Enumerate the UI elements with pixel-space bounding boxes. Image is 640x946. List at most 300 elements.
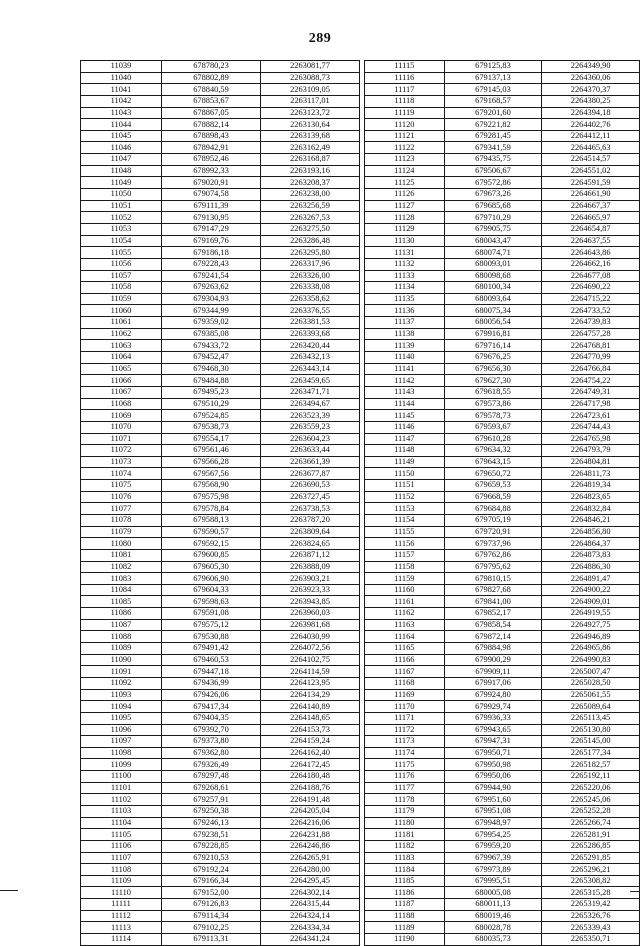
table-row	[81, 130, 360, 142]
table-row	[81, 619, 360, 631]
x-coordinate-cell: 678780,23	[162, 61, 261, 73]
y-coordinate-cell: 2264465,63	[542, 142, 640, 154]
point-number-cell: 11186	[365, 887, 445, 899]
point-number-cell: 11139	[365, 340, 445, 352]
point-number-cell: 11153	[365, 503, 445, 515]
point-number-cell: 11055	[81, 247, 162, 259]
x-coordinate-cell: 680005,08	[444, 887, 542, 899]
point-number-cell: 11099	[81, 759, 162, 771]
x-coordinate-cell: 679909,11	[444, 666, 542, 678]
point-number-cell: 11175	[365, 759, 445, 771]
y-coordinate-cell: 2264739,83	[542, 317, 640, 329]
y-coordinate-cell: 2264349,90	[542, 61, 640, 73]
point-number-cell: 11118	[365, 95, 445, 107]
table-row	[365, 875, 640, 887]
y-coordinate-cell: 2265130,80	[542, 724, 640, 736]
y-coordinate-cell: 2263677,87	[261, 468, 360, 480]
y-coordinate-cell: 2264909,01	[542, 596, 640, 608]
table-row	[365, 61, 640, 73]
y-coordinate-cell: 2264551,02	[542, 165, 640, 177]
y-coordinate-cell: 2264159,24	[261, 736, 360, 748]
table-row	[365, 701, 640, 713]
y-coordinate-cell: 2265145,00	[542, 736, 640, 748]
x-coordinate-cell: 679884,98	[444, 643, 542, 655]
table-row	[365, 305, 640, 317]
table-row	[365, 561, 640, 573]
y-coordinate-cell: 2264886,30	[542, 561, 640, 573]
table-row	[365, 526, 640, 538]
table-row	[81, 154, 360, 166]
point-number-cell: 11056	[81, 258, 162, 270]
table-row	[365, 689, 640, 701]
y-coordinate-cell: 2264733,52	[542, 305, 640, 317]
y-coordinate-cell: 2263139,68	[261, 130, 360, 142]
point-number-cell: 11082	[81, 561, 162, 573]
y-coordinate-cell: 2263238,00	[261, 189, 360, 201]
table-row	[365, 468, 640, 480]
table-row	[81, 235, 360, 247]
table-row	[81, 817, 360, 829]
table-row	[81, 491, 360, 503]
x-coordinate-cell: 680093,64	[444, 293, 542, 305]
table-row	[81, 875, 360, 887]
x-coordinate-cell: 679656,30	[444, 363, 542, 375]
x-coordinate-cell: 679221,82	[444, 119, 542, 131]
point-number-cell: 11169	[365, 689, 445, 701]
y-coordinate-cell: 2264302,14	[261, 887, 360, 899]
y-coordinate-cell: 2264770,99	[542, 352, 640, 364]
x-coordinate-cell: 679858,54	[444, 619, 542, 631]
x-coordinate-cell: 679973,89	[444, 864, 542, 876]
table-row	[81, 736, 360, 748]
table-row	[81, 782, 360, 794]
table-row	[365, 736, 640, 748]
x-coordinate-cell: 679392,70	[162, 724, 261, 736]
x-coordinate-cell: 679166,34	[162, 875, 261, 887]
point-number-cell: 11152	[365, 491, 445, 503]
x-coordinate-cell: 679074,58	[162, 189, 261, 201]
table-row	[81, 538, 360, 550]
x-coordinate-cell: 679281,45	[444, 130, 542, 142]
point-number-cell: 11171	[365, 712, 445, 724]
table-row	[81, 421, 360, 433]
point-number-cell: 11046	[81, 142, 162, 154]
point-number-cell: 11163	[365, 619, 445, 631]
y-coordinate-cell: 2265182,57	[542, 759, 640, 771]
y-coordinate-cell: 2263787,20	[261, 514, 360, 526]
table-row	[365, 386, 640, 398]
table-row	[365, 235, 640, 247]
y-coordinate-cell: 2264123,95	[261, 677, 360, 689]
x-coordinate-cell: 679954,25	[444, 829, 542, 841]
point-number-cell: 11039	[81, 61, 162, 73]
x-coordinate-cell: 679373,80	[162, 736, 261, 748]
x-coordinate-cell: 678952,46	[162, 154, 261, 166]
point-number-cell: 11079	[81, 526, 162, 538]
point-number-cell: 11112	[81, 910, 162, 922]
y-coordinate-cell: 2264804,81	[542, 456, 640, 468]
point-number-cell: 11178	[365, 794, 445, 806]
point-number-cell: 11050	[81, 189, 162, 201]
y-coordinate-cell: 2263432,13	[261, 352, 360, 364]
x-coordinate-cell: 679359,02	[162, 317, 261, 329]
point-number-cell: 11138	[365, 328, 445, 340]
point-number-cell: 11115	[365, 61, 445, 73]
point-number-cell: 11067	[81, 386, 162, 398]
table-row	[81, 293, 360, 305]
point-number-cell: 11113	[81, 922, 162, 934]
y-coordinate-cell: 2264661,90	[542, 189, 640, 201]
point-number-cell: 11086	[81, 608, 162, 620]
point-number-cell: 11157	[365, 549, 445, 561]
y-coordinate-cell: 2263130,64	[261, 119, 360, 131]
point-number-cell: 11043	[81, 107, 162, 119]
x-coordinate-cell: 679435,75	[444, 154, 542, 166]
table-row	[81, 829, 360, 841]
y-coordinate-cell: 2263286,48	[261, 235, 360, 247]
y-coordinate-cell: 2263123,72	[261, 107, 360, 119]
table-row	[365, 899, 640, 911]
point-number-cell: 11109	[81, 875, 162, 887]
x-coordinate-cell: 679491,42	[162, 643, 261, 655]
y-coordinate-cell: 2264662,16	[542, 258, 640, 270]
x-coordinate-cell: 679810,15	[444, 573, 542, 585]
point-number-cell: 11130	[365, 235, 445, 247]
point-number-cell: 11088	[81, 631, 162, 643]
point-number-cell: 11170	[365, 701, 445, 713]
y-coordinate-cell: 2264072,56	[261, 643, 360, 655]
table-row	[81, 363, 360, 375]
table-row	[365, 829, 640, 841]
table-row	[81, 503, 360, 515]
x-coordinate-cell: 679573,86	[444, 398, 542, 410]
point-number-cell: 11174	[365, 747, 445, 759]
x-coordinate-cell: 679852,17	[444, 608, 542, 620]
x-coordinate-cell: 679114,34	[162, 910, 261, 922]
point-number-cell: 11117	[365, 84, 445, 96]
y-coordinate-cell: 2263633,44	[261, 445, 360, 457]
point-number-cell: 11187	[365, 899, 445, 911]
y-coordinate-cell: 2264140,89	[261, 701, 360, 713]
table-row	[365, 782, 640, 794]
x-coordinate-cell: 679575,98	[162, 491, 261, 503]
y-coordinate-cell: 2263208,37	[261, 177, 360, 189]
point-number-cell: 11182	[365, 840, 445, 852]
y-coordinate-cell: 2264188,76	[261, 782, 360, 794]
point-number-cell: 11146	[365, 421, 445, 433]
y-coordinate-cell: 2264172,45	[261, 759, 360, 771]
y-coordinate-cell: 2263523,39	[261, 410, 360, 422]
y-coordinate-cell: 2264811,73	[542, 468, 640, 480]
x-coordinate-cell: 679344,99	[162, 305, 261, 317]
y-coordinate-cell: 2264856,80	[542, 526, 640, 538]
point-number-cell: 11057	[81, 270, 162, 282]
point-number-cell: 11096	[81, 724, 162, 736]
y-coordinate-cell: 2265326,76	[542, 910, 640, 922]
x-coordinate-cell: 679795,62	[444, 561, 542, 573]
x-coordinate-cell: 680100,34	[444, 282, 542, 294]
table-row	[81, 200, 360, 212]
table-row	[81, 852, 360, 864]
table-row	[365, 247, 640, 259]
point-number-cell: 11133	[365, 270, 445, 282]
table-row	[81, 514, 360, 526]
y-coordinate-cell: 2265252,28	[542, 806, 640, 818]
y-coordinate-cell: 2263376,55	[261, 305, 360, 317]
table-row	[81, 747, 360, 759]
point-number-cell: 11070	[81, 421, 162, 433]
point-number-cell: 11173	[365, 736, 445, 748]
table-row	[81, 631, 360, 643]
point-number-cell: 11061	[81, 317, 162, 329]
y-coordinate-cell: 2264873,83	[542, 549, 640, 561]
y-coordinate-cell: 2263923,33	[261, 584, 360, 596]
point-number-cell: 11102	[81, 794, 162, 806]
y-coordinate-cell: 2264667,37	[542, 200, 640, 212]
point-number-cell: 11091	[81, 666, 162, 678]
y-coordinate-cell: 2264334,34	[261, 922, 360, 934]
table-row	[365, 747, 640, 759]
point-number-cell: 11136	[365, 305, 445, 317]
y-coordinate-cell: 2265266,74	[542, 817, 640, 829]
x-coordinate-cell: 679685,68	[444, 200, 542, 212]
point-number-cell: 11147	[365, 433, 445, 445]
y-coordinate-cell: 2265339,43	[542, 922, 640, 934]
x-coordinate-cell: 679554,17	[162, 433, 261, 445]
table-row	[365, 573, 640, 585]
y-coordinate-cell: 2265308,82	[542, 875, 640, 887]
x-coordinate-cell: 679705,19	[444, 514, 542, 526]
y-coordinate-cell: 2265028,50	[542, 677, 640, 689]
y-coordinate-cell: 2264246,86	[261, 840, 360, 852]
y-coordinate-cell: 2264677,08	[542, 270, 640, 282]
point-number-cell: 11162	[365, 608, 445, 620]
table-row	[365, 363, 640, 375]
x-coordinate-cell: 679716,14	[444, 340, 542, 352]
point-number-cell: 11141	[365, 363, 445, 375]
table-row	[365, 491, 640, 503]
point-number-cell: 11125	[365, 177, 445, 189]
x-coordinate-cell: 679126,83	[162, 899, 261, 911]
x-coordinate-cell: 679604,33	[162, 584, 261, 596]
x-coordinate-cell: 679627,30	[444, 375, 542, 387]
y-coordinate-cell: 2264891,47	[542, 573, 640, 585]
table-row	[365, 643, 640, 655]
x-coordinate-cell: 679447,18	[162, 666, 261, 678]
point-number-cell: 11148	[365, 445, 445, 457]
x-coordinate-cell: 679905,75	[444, 223, 542, 235]
table-row	[81, 934, 360, 946]
table-row	[81, 165, 360, 177]
point-number-cell: 11144	[365, 398, 445, 410]
point-number-cell: 11189	[365, 922, 445, 934]
point-number-cell: 11103	[81, 806, 162, 818]
x-coordinate-cell: 679169,76	[162, 235, 261, 247]
point-number-cell: 11045	[81, 130, 162, 142]
x-coordinate-cell: 679720,91	[444, 526, 542, 538]
table-row	[81, 701, 360, 713]
y-coordinate-cell: 2264643,86	[542, 247, 640, 259]
table-row	[365, 189, 640, 201]
x-coordinate-cell: 678992,33	[162, 165, 261, 177]
x-coordinate-cell: 679484,88	[162, 375, 261, 387]
y-coordinate-cell: 2263168,87	[261, 154, 360, 166]
coordinate-table-right	[364, 60, 640, 946]
point-number-cell: 11120	[365, 119, 445, 131]
x-coordinate-cell: 679924,80	[444, 689, 542, 701]
x-coordinate-cell: 679605,30	[162, 561, 261, 573]
y-coordinate-cell: 2264265,91	[261, 852, 360, 864]
y-coordinate-cell: 2263117,01	[261, 95, 360, 107]
table-row	[365, 200, 640, 212]
x-coordinate-cell: 679263,62	[162, 282, 261, 294]
table-row	[81, 759, 360, 771]
y-coordinate-cell: 2264749,31	[542, 386, 640, 398]
point-number-cell: 11085	[81, 596, 162, 608]
y-coordinate-cell: 2264341,24	[261, 934, 360, 946]
point-number-cell: 11145	[365, 410, 445, 422]
table-row	[365, 794, 640, 806]
point-number-cell: 11180	[365, 817, 445, 829]
table-row	[365, 514, 640, 526]
x-coordinate-cell: 680074,71	[444, 247, 542, 259]
point-number-cell: 11076	[81, 491, 162, 503]
x-coordinate-cell: 679578,84	[162, 503, 261, 515]
x-coordinate-cell: 679592,15	[162, 538, 261, 550]
point-number-cell: 11126	[365, 189, 445, 201]
point-number-cell: 11131	[365, 247, 445, 259]
y-coordinate-cell: 2264757,28	[542, 328, 640, 340]
point-number-cell: 11128	[365, 212, 445, 224]
y-coordinate-cell: 2265296,21	[542, 864, 640, 876]
point-number-cell: 11150	[365, 468, 445, 480]
point-number-cell: 11073	[81, 456, 162, 468]
point-number-cell: 11060	[81, 305, 162, 317]
point-number-cell: 11155	[365, 526, 445, 538]
point-number-cell: 11049	[81, 177, 162, 189]
x-coordinate-cell: 680011,13	[444, 899, 542, 911]
point-number-cell: 11044	[81, 119, 162, 131]
table-row	[365, 433, 640, 445]
y-coordinate-cell: 2265319,42	[542, 899, 640, 911]
y-coordinate-cell: 2263381,53	[261, 317, 360, 329]
y-coordinate-cell: 2263903,21	[261, 573, 360, 585]
y-coordinate-cell: 2265192,11	[542, 771, 640, 783]
point-number-cell: 11176	[365, 771, 445, 783]
x-coordinate-cell: 678898,43	[162, 130, 261, 142]
table-row	[365, 352, 640, 364]
table-row	[81, 584, 360, 596]
x-coordinate-cell: 679452,47	[162, 352, 261, 364]
x-coordinate-cell: 679900,29	[444, 654, 542, 666]
y-coordinate-cell: 2264823,65	[542, 491, 640, 503]
table-row	[81, 398, 360, 410]
x-coordinate-cell: 679950,71	[444, 747, 542, 759]
table-row	[81, 806, 360, 818]
table-row	[365, 212, 640, 224]
table-row	[365, 712, 640, 724]
x-coordinate-cell: 679600,85	[162, 549, 261, 561]
point-number-cell: 11051	[81, 200, 162, 212]
y-coordinate-cell: 2264402,76	[542, 119, 640, 131]
table-row	[81, 212, 360, 224]
point-number-cell: 11158	[365, 561, 445, 573]
x-coordinate-cell: 679568,90	[162, 480, 261, 492]
x-coordinate-cell: 679591,08	[162, 608, 261, 620]
table-row	[81, 445, 360, 457]
table-row	[365, 608, 640, 620]
y-coordinate-cell: 2263081,77	[261, 61, 360, 73]
x-coordinate-cell: 680028,78	[444, 922, 542, 934]
point-number-cell: 11066	[81, 375, 162, 387]
x-coordinate-cell: 679872,14	[444, 631, 542, 643]
y-coordinate-cell: 2265089,64	[542, 701, 640, 713]
y-coordinate-cell: 2264134,29	[261, 689, 360, 701]
x-coordinate-cell: 680075,34	[444, 305, 542, 317]
y-coordinate-cell: 2265350,71	[542, 934, 640, 946]
y-coordinate-cell: 2263494,67	[261, 398, 360, 410]
y-coordinate-cell: 2264216,06	[261, 817, 360, 829]
point-number-cell: 11110	[81, 887, 162, 899]
y-coordinate-cell: 2264114,59	[261, 666, 360, 678]
table-row	[365, 340, 640, 352]
y-coordinate-cell: 2264768,81	[542, 340, 640, 352]
table-row	[365, 119, 640, 131]
table-row	[81, 549, 360, 561]
point-number-cell: 11092	[81, 677, 162, 689]
x-coordinate-cell: 679362,80	[162, 747, 261, 759]
table-row	[365, 922, 640, 934]
y-coordinate-cell: 2265245,06	[542, 794, 640, 806]
y-coordinate-cell: 2264148,65	[261, 712, 360, 724]
x-coordinate-cell: 679710,29	[444, 212, 542, 224]
y-coordinate-cell: 2264394,18	[542, 107, 640, 119]
point-number-cell: 11040	[81, 72, 162, 84]
point-number-cell: 11129	[365, 223, 445, 235]
table-row	[81, 189, 360, 201]
table-row	[365, 480, 640, 492]
x-coordinate-cell: 679341,59	[444, 142, 542, 154]
x-coordinate-cell: 678802,89	[162, 72, 261, 84]
x-coordinate-cell: 679827,68	[444, 584, 542, 596]
table-row	[81, 596, 360, 608]
x-coordinate-cell: 679572,86	[444, 177, 542, 189]
y-coordinate-cell: 2264864,37	[542, 538, 640, 550]
x-coordinate-cell: 679673,26	[444, 189, 542, 201]
x-coordinate-cell: 679610,28	[444, 433, 542, 445]
y-coordinate-cell: 2263559,23	[261, 421, 360, 433]
x-coordinate-cell: 679650,72	[444, 468, 542, 480]
scan-edge-mark	[630, 891, 640, 892]
x-coordinate-cell: 679524,85	[162, 410, 261, 422]
x-coordinate-cell: 679125,83	[444, 61, 542, 73]
point-number-cell: 11041	[81, 84, 162, 96]
y-coordinate-cell: 2263267,53	[261, 212, 360, 224]
y-coordinate-cell: 2263888,09	[261, 561, 360, 573]
x-coordinate-cell: 679201,60	[444, 107, 542, 119]
point-number-cell: 11107	[81, 852, 162, 864]
table-row	[365, 759, 640, 771]
x-coordinate-cell: 679634,32	[444, 445, 542, 457]
table-row	[365, 142, 640, 154]
y-coordinate-cell: 2264690,22	[542, 282, 640, 294]
point-number-cell: 11059	[81, 293, 162, 305]
point-number-cell: 11064	[81, 352, 162, 364]
point-number-cell: 11127	[365, 200, 445, 212]
table-row	[365, 84, 640, 96]
table-row	[365, 375, 640, 387]
x-coordinate-cell: 679995,51	[444, 875, 542, 887]
